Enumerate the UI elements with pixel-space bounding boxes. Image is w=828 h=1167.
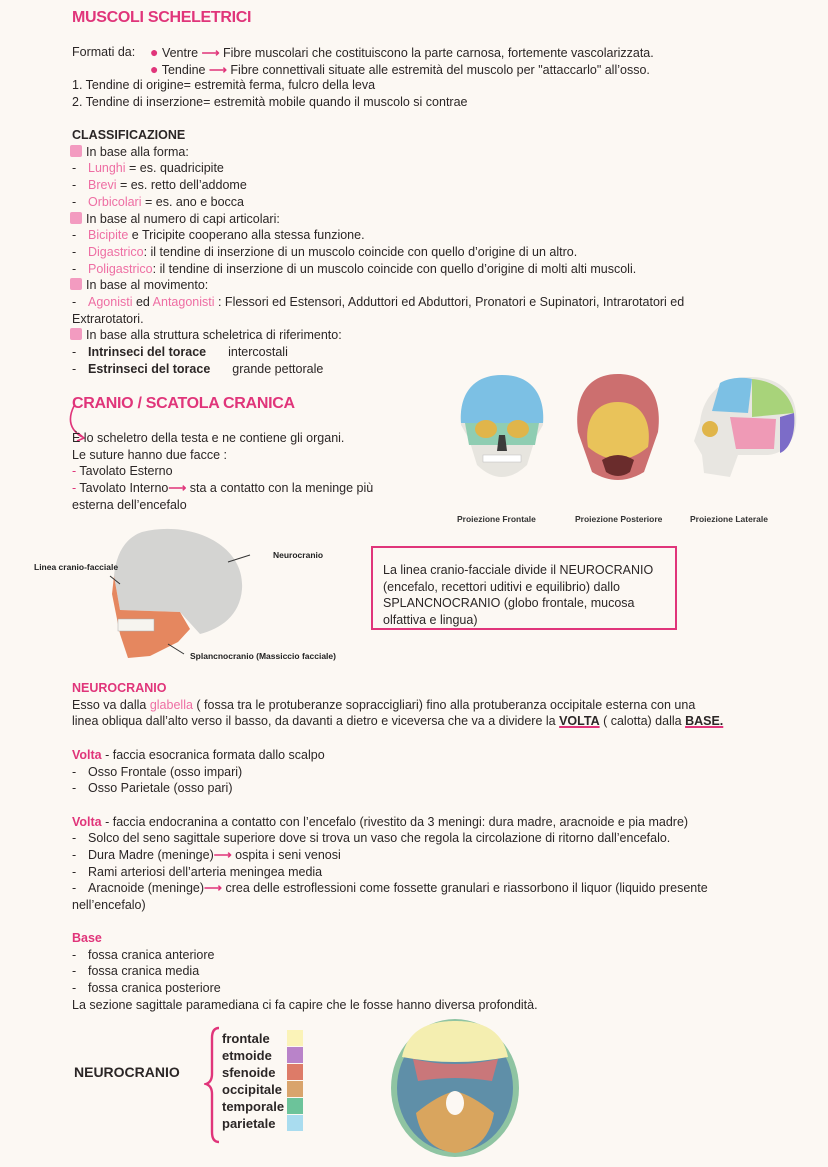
legend-swatch [287,1098,303,1114]
text-line [72,144,684,161]
pink-dash-marker: - [72,481,80,496]
skull-frontal-image [455,373,550,485]
text-segment: fossa cranica anteriore [88,947,215,962]
legend-swatch [287,1081,303,1097]
text-line [72,830,723,847]
text-line [72,930,538,947]
keyword: Poligastrico [88,261,153,276]
text-segment: La sezione sagittale paramediana ci fa capire che le fosse hanno diversa profondità. [72,997,538,1012]
dash-marker: - [72,261,77,276]
pink-square-marker-icon [70,328,82,340]
classificazione-section [72,127,684,378]
arrow-icon: ⟶ [213,848,236,862]
text-segment: In base alla struttura scheletrica di riferimento: [86,328,342,343]
text-segment: È lo scheletro della testa e ne contiene gli organi. [72,431,345,445]
text-segment: Osso Frontale (osso impari) [88,764,243,779]
text-line [72,897,723,914]
arrow-icon: ⟶ [209,62,227,77]
text-line [72,747,723,764]
legend-item-label: etmoide [222,1048,272,1063]
legend-swatch [287,1030,303,1046]
text-segment: Tavolato Interno [79,481,169,496]
text-segment: Esso va dalla [72,697,150,712]
text-segment: Tavolato Esterno [79,464,173,479]
caption-frontal: Proiezione Frontale [457,514,536,524]
text-segment: Estrinseci del torace [88,361,211,376]
caption-posterior: Proiezione Posteriore [575,514,663,524]
dash-marker: - [72,848,77,862]
box-line: olfattiva e lingua) [383,612,478,627]
text-line [72,947,538,964]
muscoli-formati [72,44,654,111]
bullet-icon: ● [150,60,159,77]
text-segment: Solco del seno sagittale superiore dove si trova un vaso che regola la circolazione di ritorno dall’encefalo. [88,831,671,846]
dash-marker: - [72,981,77,996]
text-segment: intercostali [228,345,288,360]
part-name: Tendine [161,62,206,77]
text-segment: In base al movimento: [86,278,209,293]
skull-posterior-image [572,372,664,487]
text-line [72,160,684,177]
dash-marker: - [72,764,77,779]
text-line [72,327,684,344]
text-line [72,227,684,244]
text-segment: : il tendine di inserzione di un muscolo coincide con quello d’origine di molti alti muscoli. [152,261,637,276]
text-segment: CLASSIFICAZIONE [72,128,186,142]
text-segment: = es. retto dell’addome [116,178,247,193]
legend-item-label: frontale [222,1031,270,1046]
text-segment: In base alla forma: [86,144,189,159]
part-ventre [150,44,654,62]
bullet-icon: ● [150,44,159,60]
text-segment: nell’encefalo) [72,898,146,913]
legend-item-label: occipitale [222,1082,282,1097]
keyword: Agonisti [88,295,133,310]
legend-item-label: sfenoide [222,1065,276,1080]
text-line [72,814,723,831]
arrow-icon: ⟶ [201,46,220,60]
part-tendine [150,61,650,79]
text-line [72,780,723,797]
skull-base-image [388,1017,523,1159]
text-line [72,680,723,697]
text-line [72,697,723,714]
text-line [72,211,684,228]
legend-swatch [287,1115,303,1131]
text-segment: : il tendine di inserzione di un muscolo coincide con quello d’origine di un altro. [143,244,578,259]
text-segment: fossa cranica posteriore [88,981,221,996]
arrow-icon: ⟶ [168,481,190,496]
tendon-insertion: 2. Tendine di inserzione= estremità mobile quando il muscolo si contrae [72,95,468,110]
text-segment: linea obliqua dall’alto verso il basso, da davanti a dietro e viceversa che va a dividere la [72,714,560,729]
text-segment: BASE. [685,714,724,729]
section-heading: NEUROCRANIO [72,681,167,695]
text-line [72,261,684,278]
arrow-icon: ⟶ [204,881,226,896]
legend-swatch [287,1047,303,1063]
label-splancnocranio: Splancnocranio (Massiccio facciale) [190,651,336,661]
section-heading: Base [72,931,102,945]
dash-marker: - [72,964,77,979]
dash-marker: - [72,194,77,209]
text-line [72,277,684,294]
keyword: Orbicolari [88,194,142,209]
text-line [72,730,723,747]
base-section [72,930,538,1014]
cranio-text [72,430,373,514]
pink-dash-marker: - [72,464,80,479]
text-line [72,880,723,897]
title-cranio: CRANIO / SCATOLA CRANICA [72,395,295,412]
dash-marker: - [72,361,77,376]
text-line [72,447,373,464]
legend-item-label: parietale [222,1116,276,1131]
text-segment: ( fossa tra le protuberanze sopraccigliari) fino alla protuberanza occipitale esterna con una [192,697,696,712]
keyword: Bicipite [88,228,129,243]
dash-marker: - [72,345,77,360]
text-segment: = es. quadricipite [125,161,224,176]
dash-marker: - [72,178,77,193]
pink-square-marker-icon [70,145,82,157]
text-segment: Osso Parietale (osso pari) [88,781,233,796]
text-line [72,127,684,144]
text-segment: = es. ano e bocca [141,194,245,209]
text-line [72,311,684,328]
text-segment: - faccia endocranina a contatto con l’encefalo (rivestito da 3 meningi: dura madre, aracnoide e pia madre) [101,814,689,829]
text-line [72,497,373,514]
dash-marker: - [72,228,77,243]
part-desc: Fibre connettivali situate alle estremità del muscolo per "attaccarlo" all’osso. [230,62,650,77]
text-line [72,344,684,361]
box-line: SPLANCNOCRANIO (globo frontale, mucosa [383,596,635,610]
formati-label: Formati da: [72,45,136,59]
text-segment: ed [132,295,153,310]
text-line [72,463,373,480]
text-segment: Rami arteriosi dell’arteria meningea media [88,864,323,879]
text-segment: ospita i seni venosi [235,848,341,862]
box-line: (encefalo, recettori uditivi e equilibrio) dallo [383,579,620,594]
legend-list [222,1030,284,1132]
skull-lateral-image [690,373,802,483]
keyword: Digastrico [88,244,144,259]
text-line [72,194,684,211]
definition-box [371,546,677,630]
label-neurocranio: Neurocranio [273,550,324,560]
text-line [72,997,538,1014]
text-segment: Dura Madre (meninge) [88,848,214,862]
part-name: Ventre [161,46,199,60]
text-segment: fossa cranica media [88,964,200,979]
text-line [72,797,723,814]
keyword: Antagonisti [152,295,215,310]
label-linea-cranio-facciale: Linea cranio-facciale [34,562,119,572]
keyword: Lunghi [88,161,126,176]
text-segment: grande pettorale [232,361,324,376]
tendon-origin: 1. Tendine di origine= estremità ferma, fulcro della leva [72,78,376,93]
dash-marker: - [72,881,77,896]
pink-square-marker-icon [70,212,82,224]
keyword: glabella [149,697,193,712]
dash-marker: - [72,864,77,879]
text-line [72,480,373,497]
dash-marker: - [72,831,77,846]
text-segment: Extrarotatori. [72,311,144,326]
text-line [72,963,538,980]
text-segment: sta a contatto con la meninge più [189,481,374,496]
legend-swatch [287,1064,303,1080]
text-line [72,764,723,781]
skull-diagram-image [80,524,260,664]
box-line: La linea cranio-facciale divide il NEUROCRANIO [383,563,654,577]
section-heading: Volta [72,747,102,762]
dash-marker: - [72,781,77,796]
text-line [72,244,684,261]
keyword: Brevi [88,178,117,193]
text-line [72,847,723,864]
dash-marker: - [72,947,77,962]
dash-marker: - [72,295,77,310]
caption-lateral: Proiezione Laterale [690,514,768,524]
text-segment: : Flessori ed Estensori, Adduttori ed Abduttori, Pronatori e Supinatori, Intrarotatori ed [214,295,685,310]
text-line [72,177,684,194]
dash-marker: - [72,161,77,176]
text-segment: esterna dell’encefalo [72,497,187,512]
text-segment: Intrinseci del torace [88,345,207,360]
text-segment: crea delle estroflessioni come fossette granulari e riassorbono il liquor (liquido presente [225,881,708,896]
neurocranio-section [72,680,723,914]
text-line [72,980,538,997]
brace-icon [204,1026,222,1144]
text-segment: e Tricipite cooperano alla stessa funzione. [128,228,365,243]
legend-item-label: temporale [222,1099,285,1114]
text-segment: Aracnoide (meninge) [88,881,205,896]
text-line [72,430,373,447]
part-desc: Fibre muscolari che costituiscono la parte carnosa, fortemente vascolarizzata. [222,46,654,60]
text-line [72,294,684,311]
text-segment: In base al numero di capi articolari: [86,211,280,226]
text-line [72,864,723,881]
legend-title: NEUROCRANIO [74,1064,180,1080]
text-segment: - faccia esocranica formata dallo scalpo [101,747,325,762]
pink-square-marker-icon [70,278,82,290]
text-segment: ( calotta) dalla [599,714,686,729]
text-segment: VOLTA [559,714,600,729]
dash-marker: - [72,244,77,259]
section-heading: Volta [72,814,102,829]
text-segment: Le suture hanno due facce : [72,447,227,462]
text-line [72,713,723,730]
title-muscoli-scheletrici: MUSCOLI SCHELETRICI [72,9,252,26]
